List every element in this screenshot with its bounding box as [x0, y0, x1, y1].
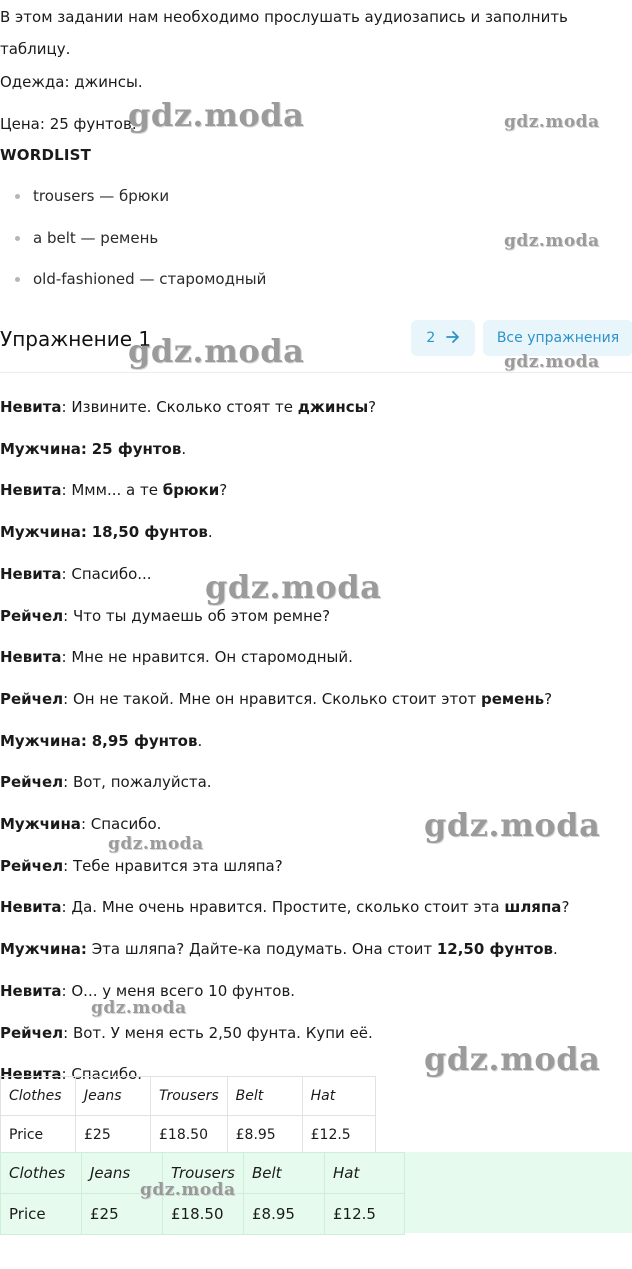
speaker-name: Мужчина — [0, 815, 81, 833]
watermark: gdz.moda — [140, 1180, 236, 1200]
line-text: ? — [219, 481, 228, 500]
line-text: : Мне не нравится. Он старомодный. — [61, 648, 353, 667]
table-header-row — [1, 1077, 376, 1116]
highlight-text: шляпа — [504, 898, 562, 917]
bullet-icon — [15, 236, 20, 241]
wordlist — [0, 186, 266, 311]
line-text: : О... у меня всего 10 фунтов. — [61, 981, 296, 1000]
highlight-text: 8,95 фунтов — [91, 731, 198, 750]
table-cell: £12.5 — [302, 1116, 375, 1155]
line-text: : Спасибо... — [61, 564, 152, 583]
watermark: gdz.moda — [128, 96, 305, 134]
speaker-name: Рейчел — [0, 773, 64, 792]
line-text: : Да. Мне очень нравится. Простите, сколько стоит эта — [61, 898, 505, 917]
highlight-text: 12,50 фунтов — [436, 940, 554, 959]
speaker-name: Невита — [0, 564, 62, 583]
speaker-name: Рейчел — [0, 689, 64, 708]
line-text: . — [197, 731, 203, 750]
highlight-text: джинсы — [297, 398, 369, 416]
wordlist-item — [0, 269, 266, 311]
next-exercise-label: 2 — [426, 330, 436, 346]
bullet-icon — [15, 277, 20, 282]
line-text: : Вот. У меня есть 2,50 фунта. Купи её. — [63, 1023, 373, 1042]
wordlist-item-text: a belt — ремень — [33, 228, 159, 247]
speaker-name: Невита — [0, 898, 62, 917]
watermark: gdz.moda — [504, 352, 600, 372]
watermark: gdz.moda — [128, 332, 305, 370]
table-cell: Jeans — [82, 1153, 163, 1194]
speaker-name: Невита — [0, 1065, 62, 1084]
table-cell: Hat — [302, 1077, 375, 1116]
wordlist-heading: WORDLIST — [0, 146, 92, 164]
intro-clothes: Одежда: джинсы. — [0, 73, 143, 91]
arrow-right-icon — [446, 331, 460, 343]
highlight-text: 18,50 фунтов — [91, 523, 208, 542]
speaker-name: Рейчел — [0, 856, 64, 875]
line-text: Эта шляпа? Дайте-ка подумать. Она стоит — [86, 940, 437, 959]
all-exercises-button[interactable]: Все упражнения — [483, 320, 632, 356]
dialogue-line — [0, 480, 227, 500]
dialogue-line — [0, 647, 353, 667]
line-text: : Что ты думаешь об этом ремне? — [63, 606, 331, 625]
table-cell: Clothes — [1, 1153, 82, 1194]
table-cell: £25 — [76, 1116, 151, 1155]
table-cell: £18.50 — [151, 1116, 228, 1155]
table-cell: £12.5 — [325, 1194, 405, 1235]
divider — [0, 372, 632, 373]
dialogue-line — [0, 856, 283, 876]
table-cell: Clothes — [1, 1077, 76, 1116]
table-cell: Jeans — [76, 1077, 151, 1116]
intro-line-2: таблицу. — [0, 40, 71, 58]
intro-line-1: В этом задании нам необходимо прослушать аудиозапись и заполнить — [0, 8, 568, 26]
watermark: gdz.moda — [91, 998, 187, 1018]
speaker-name: Невита — [0, 398, 62, 416]
line-text: ? — [368, 398, 377, 416]
highlight-text: ремень — [480, 689, 545, 708]
dialogue-line — [0, 397, 376, 417]
line-text: . — [207, 523, 213, 542]
wordlist-item-text: trousers — брюки — [33, 187, 170, 205]
table-cell: £25 — [82, 1194, 163, 1235]
table-cell: Trousers — [151, 1077, 228, 1116]
line-text: : Ммм... а те — [61, 481, 163, 500]
dialogue-line — [0, 689, 552, 709]
dialogue-line — [0, 981, 295, 1001]
speaker-name: Невита — [0, 981, 62, 1000]
wordlist-item — [0, 228, 266, 270]
line-text: ? — [561, 898, 570, 917]
table-cell: Price — [1, 1116, 76, 1155]
line-text: . — [553, 940, 558, 959]
speaker-name: Мужчина: — [0, 523, 87, 542]
dialogue-line — [0, 772, 212, 792]
highlight-text: брюки — [162, 481, 220, 500]
dialogue-line — [0, 939, 558, 959]
speaker-name: Невита — [0, 481, 62, 500]
wordlist-item-text: old-fashioned — старомодный — [33, 270, 267, 288]
dialogue-line — [0, 897, 569, 917]
speaker-name: Мужчина: — [0, 940, 87, 959]
speaker-name: Рейчел — [0, 1023, 64, 1042]
watermark: gdz.moda — [108, 834, 204, 854]
wordlist-item — [0, 186, 266, 228]
table-cell: Belt — [244, 1153, 325, 1194]
dialogue-line — [0, 606, 330, 626]
watermark: gdz.moda — [424, 1040, 601, 1078]
table-cell: Trousers — [163, 1153, 244, 1194]
line-text: . — [181, 439, 187, 458]
table-cell: £8.95 — [244, 1194, 325, 1235]
speaker-name: Рейчел — [0, 606, 64, 625]
dialogue-line — [0, 439, 186, 459]
line-text: ? — [544, 689, 553, 708]
table-header-row — [1, 1153, 405, 1194]
table-cell: Belt — [227, 1077, 302, 1116]
table-row — [1, 1116, 376, 1155]
exercise-title: Упражнение 1 — [0, 327, 152, 351]
line-text: : Извините. Сколько стоят те — [61, 398, 298, 416]
highlight-text: 25 фунтов — [91, 439, 182, 458]
dialogue-line — [0, 814, 161, 834]
price-table — [0, 1076, 376, 1155]
speaker-name: Невита — [0, 648, 62, 667]
line-text: : Вот, пожалуйста. — [63, 773, 212, 792]
line-text: : Спасибо. — [61, 1065, 143, 1084]
watermark: gdz.moda — [205, 568, 382, 606]
table-row — [1, 1194, 405, 1235]
dialogue-line — [0, 564, 152, 584]
line-text: : Спасибо. — [80, 815, 162, 833]
bullet-icon — [15, 194, 20, 199]
speaker-name: Мужчина: — [0, 731, 87, 750]
table-cell: £18.50 — [163, 1194, 244, 1235]
answer-table — [0, 1152, 405, 1235]
table-cell: Hat — [325, 1153, 405, 1194]
next-exercise-button[interactable] — [411, 320, 475, 356]
dialogue-line — [0, 522, 213, 542]
watermark: gdz.moda — [504, 231, 600, 251]
dialogue-line — [0, 731, 202, 751]
intro-price: Цена: 25 фунтов. — [0, 115, 137, 133]
dialogue-line — [0, 1023, 373, 1043]
watermark: gdz.moda — [504, 112, 600, 132]
line-text: : Он не такой. Мне он нравится. Сколько стоит этот — [63, 689, 481, 708]
table-cell: £8.95 — [227, 1116, 302, 1155]
speaker-name: Мужчина: — [0, 439, 87, 458]
table-cell: Price — [1, 1194, 82, 1235]
watermark: gdz.moda — [424, 806, 601, 844]
line-text: : Тебе нравится эта шляпа? — [63, 856, 283, 875]
